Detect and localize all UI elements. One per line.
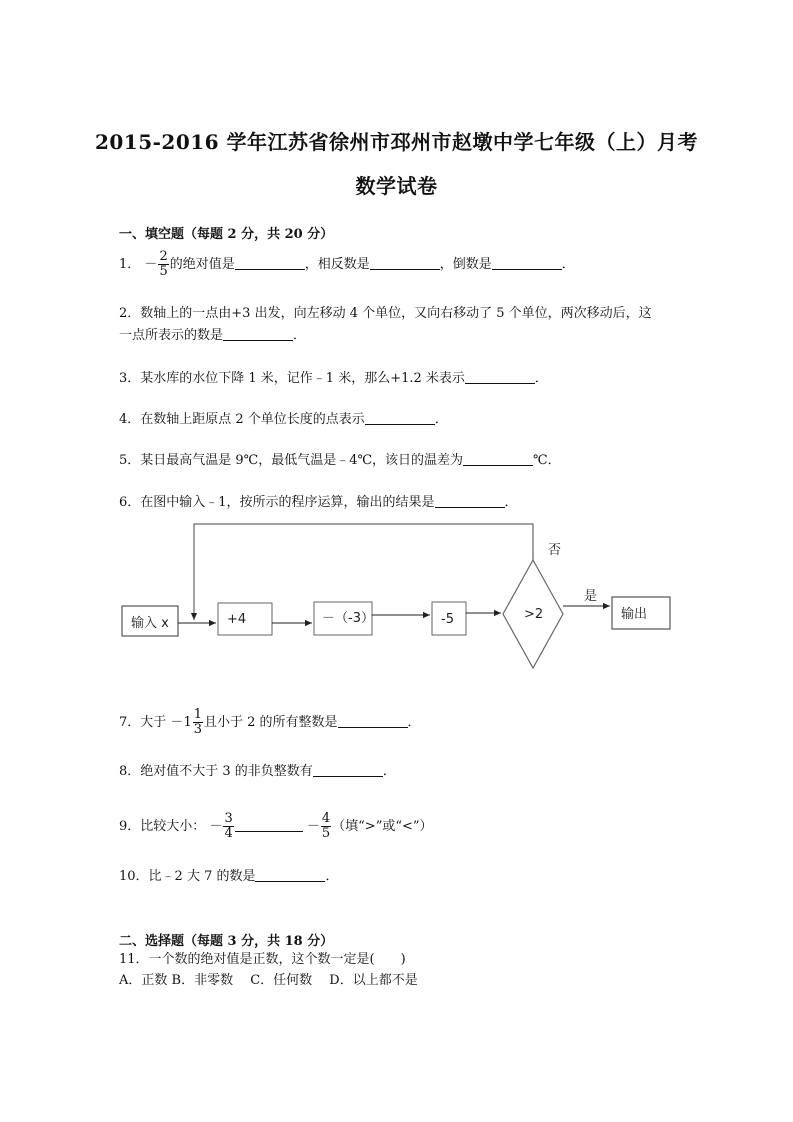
q1-text-1: 的绝对值是 [169, 257, 235, 272]
flow-subtract-label: －（-3） [322, 611, 374, 626]
q5-end: ℃． [533, 453, 561, 468]
q9-a-numerator: 3 [224, 811, 233, 826]
flow-input-label: 输入 x [131, 616, 169, 631]
q10-end: ． [325, 869, 339, 884]
question-11: 11．一个数的绝对值是正数，这个数一定是( ) [119, 952, 406, 967]
q9-hint: （填“>”或“<”） [332, 819, 433, 834]
q2-text: 一点所表示的数是 [119, 328, 224, 343]
question-9 [119, 812, 433, 841]
q7-whole: 1 [183, 715, 192, 730]
q6-end: ． [504, 495, 518, 510]
flow-no-label: 否 [548, 543, 562, 558]
q9-blank[interactable] [235, 817, 303, 832]
q1-frac-denominator: 5 [159, 264, 168, 279]
q8-text: 8．绝对值不大于 3 的非负整数有 [119, 764, 313, 779]
q7-fraction [193, 708, 203, 737]
q8-blank[interactable] [313, 762, 383, 777]
q7-text: 且小于 2 的所有整数是 [204, 715, 338, 730]
q10-blank[interactable] [255, 867, 325, 882]
q9-b-sign: － [306, 819, 320, 834]
q4-text: 4．在数轴上距原点 2 个单位长度的点表示 [119, 412, 365, 427]
flow-yes-label: 是 [584, 589, 598, 604]
q9-fraction-b [321, 812, 331, 841]
q9-fraction-a [223, 812, 233, 841]
q7-number: 7．大于 [119, 715, 167, 730]
q4-end: ． [434, 412, 448, 427]
q1-frac-numerator: 2 [159, 249, 168, 264]
q8-end: ． [382, 764, 396, 779]
flow-condition-label: >2 [524, 607, 544, 622]
q6-text: 6．在图中输入﹣1，按所示的程序运算，输出的结果是 [119, 495, 435, 510]
q3-end: ． [534, 371, 548, 386]
section-heading-fill-blank: 一、填空题（每题 2 分，共 20 分） [119, 227, 334, 242]
question-10 [119, 866, 339, 888]
q9-b-denominator: 5 [321, 826, 331, 841]
q10-text: 10．比﹣2 大 7 的数是 [119, 869, 256, 884]
q9-text: 9．比较大小： [119, 819, 206, 834]
flow-add4-label: +4 [227, 612, 247, 627]
flow-minus5-label: -5 [441, 612, 454, 627]
q1-number: 1． [119, 257, 141, 272]
section-heading-multiple-choice: 二、选择题（每题 3 分，共 18 分） [119, 934, 334, 949]
q1-text-2: ，相反数是 [304, 257, 370, 272]
q1-sign: － [144, 257, 158, 272]
q9-a-sign: － [209, 819, 223, 834]
question-7 [119, 708, 421, 737]
q9-a-denominator: 4 [224, 826, 233, 841]
question-2-line1: 2．数轴上的一点由+3 出发，向左移动 4 个单位，又向右移动了 5 个单位，两次移动后，这 [119, 306, 652, 321]
question-8 [119, 761, 396, 783]
q1-text-3: ，倒数是 [439, 257, 492, 272]
q7-blank[interactable] [338, 713, 408, 728]
q3-text: 3．某水库的水位下降 1 米，记作﹣1 米，那么+1.2 米表示 [119, 371, 465, 386]
q5-text: 5．某日最高气温是 9℃，最低气温是﹣4℃，该日的温差为 [119, 453, 464, 468]
exam-title-line2: 数学试卷 [355, 174, 438, 198]
q7-frac-numerator: 1 [193, 707, 202, 722]
question-11-options: A．正数 B．非零数 C．任何数 D．以上都不是 [119, 973, 418, 988]
q7-frac-denominator: 3 [193, 722, 202, 737]
q9-b-numerator: 4 [321, 811, 331, 826]
q1-text-4: ． [561, 257, 575, 272]
q2-end: ． [293, 328, 307, 343]
q7-end: ． [407, 715, 421, 730]
flow-output-label: 输出 [621, 607, 648, 622]
q7-sign: － [170, 715, 184, 730]
exam-title-line1: 2015-2016 学年江苏省徐州市邳州市赵墩中学七年级（上）月考 [94, 130, 699, 154]
